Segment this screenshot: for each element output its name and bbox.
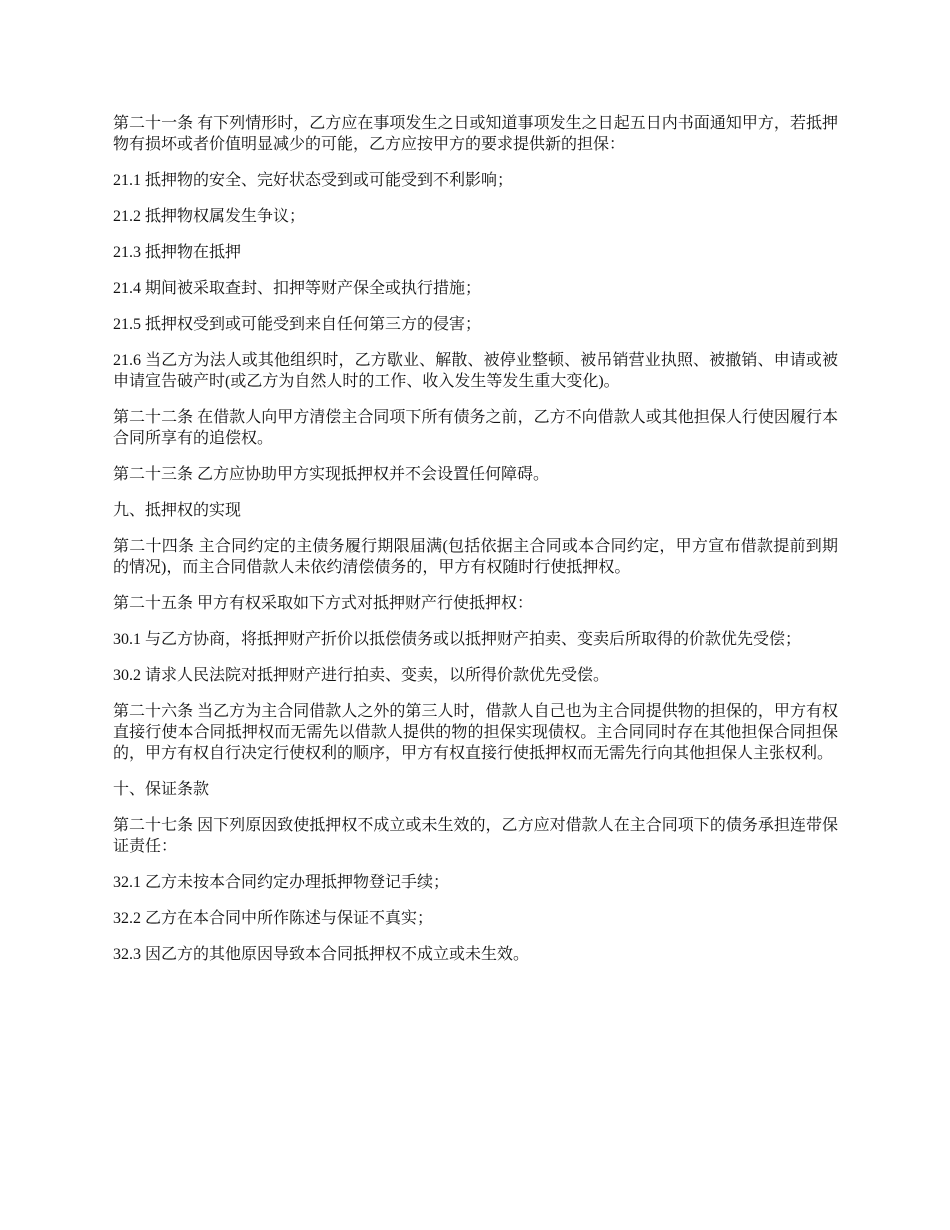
clause-25: 第二十五条 甲方有权采取如下方式对抵押财产行使抵押权：: [113, 595, 534, 612]
clause-26: 第二十六条 当乙方为主合同借款人之外的第三人时，借款人自己也为主合同提供物的担保的，甲方有权直接行使本合同抵押权而无需先以借款人提供的物的担保实现债权。主合同同时存在其他担保合同担保的，甲方有权自行决定行使权利的顺序，甲方有权直接行使抵押权而无需先行向其他担保人主张权利。: [113, 703, 838, 762]
item-21-5: 21.5 抵押权受到或可能受到来自任何第三方的侵害；: [113, 316, 482, 333]
item-21-6: 21.6 当乙方为法人或其他组织时，乙方歇业、解散、被停业整顿、被吊销营业执照、被撤销、申请或被申请宣告破产时(或乙方为自然人时的工作、收入发生等发生重大变化)。: [113, 352, 838, 390]
item-32-3: 32.3 因乙方的其他原因导致本合同抵押权不成立或未生效。: [113, 946, 530, 963]
clause-22: 第二十二条 在借款人向甲方清偿主合同项下所有债务之前，乙方不向借款人或其他担保人行使因履行本合同所享有的追偿权。: [113, 409, 838, 447]
clause-21: 第二十一条 有下列情形时，乙方应在事项发生之日或知道事项发生之日起五日内书面通知甲方，若抵押物有损坏或者价值明显减少的可能，乙方应按甲方的要求提供新的担保：: [113, 115, 838, 153]
item-21-3: 21.3 抵押物在抵押: [113, 244, 242, 261]
clause-23: 第二十三条 乙方应协助甲方实现抵押权并不会设置任何障碍。: [113, 466, 550, 483]
clause-24: 第二十四条 主合同约定的主债务履行期限届满(包括依据主合同或本合同约定，甲方宣布借款提前到期的情况)，而主合同借款人未依约清偿债务的，甲方有权随时行使抵押权。: [113, 538, 838, 576]
item-32-1: 32.1 乙方未按本合同约定办理抵押物登记手续；: [113, 874, 450, 891]
item-30-2: 30.2 请求人民法院对抵押财产进行拍卖、变卖，以所得价款优先受偿。: [113, 667, 610, 684]
item-21-1: 21.1 抵押物的安全、完好状态受到或可能受到不利影响；: [113, 172, 514, 189]
document-body: [113, 113, 838, 980]
item-30-1: 30.1 与乙方协商，将抵押财产折价以抵偿债务或以抵押财产拍卖、变卖后所取得的价款优先受偿；: [113, 631, 802, 648]
item-21-2: 21.2 抵押物权属发生争议；: [113, 208, 306, 225]
section-heading-10: 十、保证条款: [113, 781, 210, 798]
item-21-4: 21.4 期间被采取查封、扣押等财产保全或执行措施；: [113, 280, 482, 297]
section-heading-9: 九、抵押权的实现: [113, 502, 242, 519]
item-32-2: 32.2 乙方在本合同中所作陈述与保证不真实；: [113, 910, 434, 927]
clause-27: 第二十七条 因下列原因致使抵押权不成立或未生效的，乙方应对借款人在主合同项下的债务承担连带保证责任：: [113, 817, 838, 855]
